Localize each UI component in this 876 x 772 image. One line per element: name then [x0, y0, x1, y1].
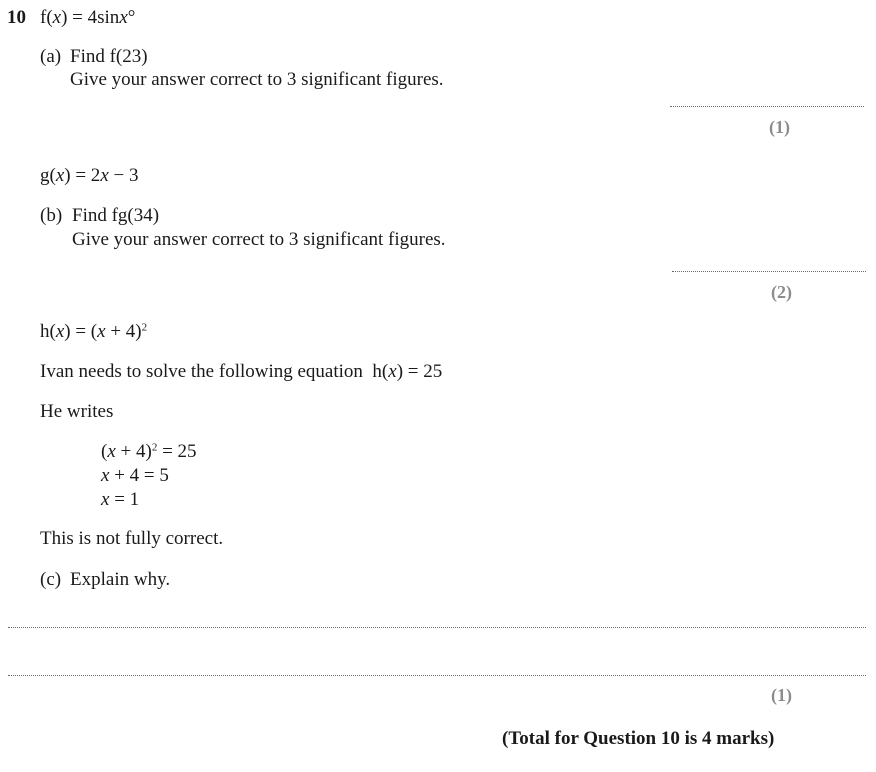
part-b-answer-line[interactable]	[672, 271, 866, 272]
h-exponent: 2	[141, 321, 148, 334]
part-c-answer-line-1[interactable]	[8, 627, 866, 628]
question-total: (Total for Question 10 is 4 marks)	[502, 728, 775, 749]
f-definition: f(x) = 4sinx°	[40, 7, 136, 28]
part-c-prompt: Explain why.	[70, 569, 171, 590]
g-definition: g(x) = 2x − 3	[40, 165, 139, 186]
part-b-instruction: Give your answer correct to 3 significant figures.	[72, 229, 446, 250]
part-a-answer-line[interactable]	[670, 106, 864, 107]
h-definition: $h(x) = (x + 4)^2$	[40, 321, 148, 342]
part-b-marks: (2)	[771, 282, 792, 302]
context-line-2: He writes	[40, 401, 114, 422]
part-a-instruction: Give your answer correct to 3 significant figures.	[70, 69, 444, 90]
part-c-label: (c)	[40, 569, 62, 590]
question-number: 10	[7, 7, 26, 28]
working-step-1: $(x + 4)^2 = 25$	[101, 441, 197, 462]
context-line-1: Ivan needs to solve the following equation h(x) = 25	[40, 361, 443, 382]
part-b-label: (b)	[40, 205, 63, 226]
working-step-2: x + 4 = 5	[101, 465, 169, 486]
context-line-3: This is not fully correct.	[40, 528, 224, 549]
part-c-marks: (1)	[771, 685, 792, 705]
working-step-1-exponent: 2	[151, 441, 158, 454]
part-a-label: (a)	[40, 46, 62, 67]
part-a-prompt: Find f(23)	[70, 46, 148, 67]
part-a-marks: (1)	[769, 117, 790, 137]
part-c-answer-line-2[interactable]	[8, 675, 866, 676]
part-b-prompt: Find fg(34)	[72, 205, 160, 226]
working-step-3: x = 1	[101, 489, 140, 510]
